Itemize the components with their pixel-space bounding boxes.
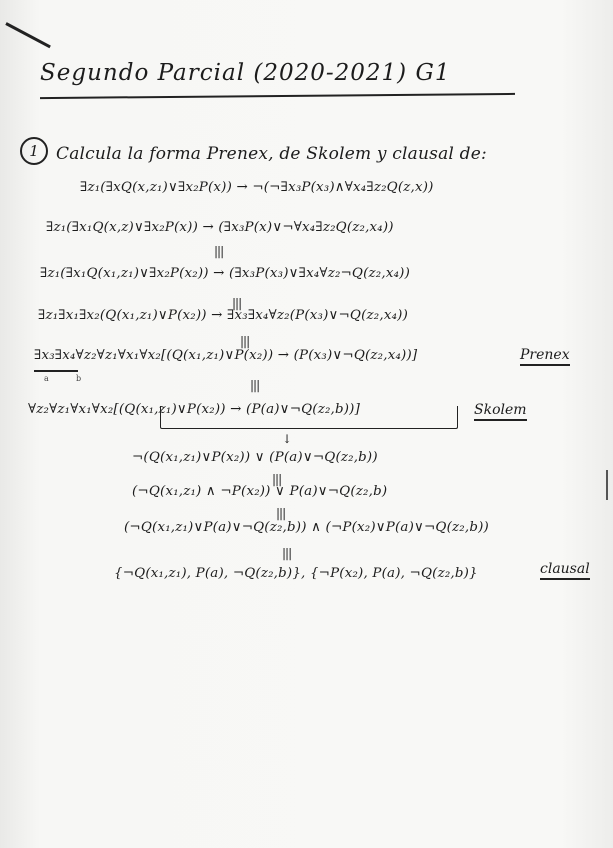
equiv-mark: ||| [240, 334, 250, 348]
clausal-label: clausal [540, 561, 590, 580]
skolem-label: Skolem [474, 402, 527, 421]
formula-line-8: (¬Q(x₁,z₁) ∧ ¬P(x₂)) ∨ P(a)∨¬Q(z₂,b) [132, 484, 388, 499]
formula-line-4: ∃z₁∃x₁∃x₂(Q(x₁,z₁)∨P(x₂)) → ∃x₃∃x₄∀z₂(P(x₃)∨¬Q(z₂,x₄)) [38, 308, 408, 323]
formula-line-3: ∃z₁(∃x₁Q(x₁,z₁)∨∃x₂P(x₂)) → (∃x₃P(x₃)∨∃x₄∀z₂¬Q(z₂,x₄)) [40, 266, 410, 281]
equiv-mark: ||| [214, 244, 224, 258]
equiv-mark: ||| [282, 546, 292, 560]
formula-line-clausal: {¬Q(x₁,z₁), P(a), ¬Q(z₂,b)}, {¬P(x₂), P(a), ¬Q(z₂,b)} [114, 566, 478, 581]
prenex-label: Prenex [520, 347, 570, 366]
formula-line-prenex: ∃x₃∃x₄∀z₂∀z₁∀x₁∀x₂[(Q(x₁,z₁)∨P(x₂)) → (P(x₃)∨¬Q(z₂,x₄))] [34, 348, 418, 363]
title-underline [40, 93, 515, 99]
constant-label-a: a [44, 374, 49, 383]
pen-mark [5, 22, 51, 48]
prenex-underline-marks [34, 370, 78, 372]
arrow-down-icon: ↓ [282, 432, 293, 446]
formula-line-1: ∃z₁(∃xQ(x,z₁)∨∃x₂P(x)) → ¬(¬∃x₃P(x₃)∧∀x₄∃z₂Q(z,x)) [80, 180, 434, 195]
page-edge-mark [606, 470, 608, 500]
equiv-mark: ||| [276, 506, 286, 520]
problem-prompt: Calcula la forma Prenex, de Skolem y clausal de: [56, 144, 487, 164]
equiv-mark: ||| [232, 296, 242, 310]
equiv-mark: ||| [272, 472, 282, 486]
equiv-mark: ||| [250, 378, 260, 392]
skolem-bracket [160, 406, 458, 429]
formula-line-2: ∃z₁(∃x₁Q(x,z)∨∃x₂P(x)) → (∃x₃P(x)∨¬∀x₄∃z₂Q(z₂,x₄)) [46, 220, 394, 235]
constant-label-b: b [76, 374, 82, 383]
problem-number: 1 [20, 137, 48, 165]
formula-line-9: (¬Q(x₁,z₁)∨P(a)∨¬Q(z₂,b)) ∧ (¬P(x₂)∨P(a)∨¬Q(z₂,b)) [124, 520, 489, 535]
page-title: Segundo Parcial (2020-2021) G1 [40, 60, 451, 86]
formula-line-skolem: ∀z₂∀z₁∀x₁∀x₂[(Q(x₁,z₁)∨P(x₂)) → (P(a)∨¬Q(z₂,b))] [28, 402, 361, 417]
formula-line-7: ¬(Q(x₁,z₁)∨P(x₂)) ∨ (P(a)∨¬Q(z₂,b)) [132, 450, 378, 465]
